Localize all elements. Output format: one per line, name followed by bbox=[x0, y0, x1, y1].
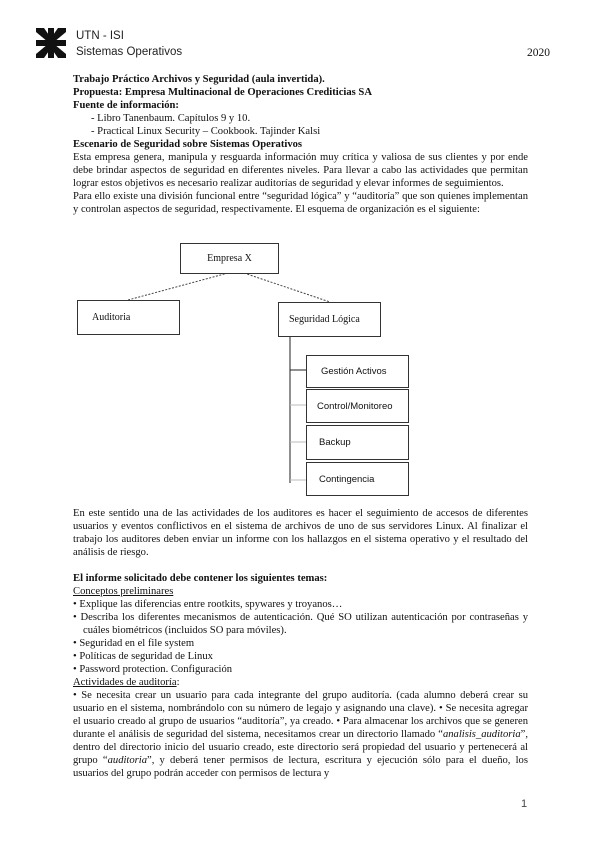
activities-paragraph: • Se necesita crear un usuario para cada integrante del grupo auditoría. (cada alumno deberá crear su usuario en el sistema, nombrándolo con su número de legajo y asignando una clave). • Se necesita agregar el usuario creado al grupo de usuarios “auditoría”, ya creado. • Para almacenar los archivos que se generen durante el análisis de seguridad del sistema, necesitamos crear un directorio llamado “analisis_auditoria”, dentro del directorio inicio del usuario creado, este directorio será propiedad del usuario y pertenecerá al grupo “auditoria”, y deberá tener permisos de lectura, escritura y ejecución sólo para el dueño, los usuarios del grupo podrán acceder con permisos de lectura y bbox=[73, 690, 528, 779]
org-node-control-monitoreo: Control/Monitoreo bbox=[306, 389, 409, 423]
concepts-heading: Conceptos preliminares bbox=[73, 586, 174, 597]
scenario-paragraph-1: Esta empresa genera, manipula y resguarda información muy crítica y valiosa de sus clientes y por ende debe brindar aspectos de seguridad en diferentes niveles. Para llevar a cabo las actividades que permitan lograr estos objetivos es necesario realizar auditorías de seguridad y elevar informes de seguimientos. bbox=[73, 152, 528, 189]
header-year: 2020 bbox=[527, 47, 550, 59]
audit-paragraph: En este sentido una de las actividades de los auditores es hacer el seguimiento de accesos de diferentes usuarios y eventos conflictivos en el sistema de archivos de uno de sus servidores Linux. Al finalizar el trabajo los auditores deben enviar un informe con los hallazgos en el sistema operativo y el resultado del análisis de riesgo. bbox=[73, 508, 528, 558]
org-node-root: Empresa X bbox=[180, 243, 279, 274]
concept-item: • Seguridad en el file system bbox=[73, 638, 195, 649]
group-name: auditoria bbox=[107, 755, 148, 766]
org-node-gestion-activos: Gestión Activos bbox=[306, 355, 409, 388]
proposal-line: Propuesta: Empresa Multinacional de Operaciones Crediticias SA bbox=[73, 87, 372, 98]
page-number: 1 bbox=[521, 798, 528, 810]
concept-item: • Explique las diferencias entre rootkits, spywares y troyanos… bbox=[73, 599, 343, 610]
concept-item: • Describa los diferentes mecanismos de autenticación. Qué SO utilizan autenticación por contraseñas y cuáles biométricos (incluidos SO para móviles). bbox=[73, 612, 528, 636]
directory-name: analisis_auditoria bbox=[442, 729, 521, 740]
sources-heading: Fuente de información: bbox=[73, 100, 179, 111]
document-title: Trabajo Práctico Archivos y Seguridad (aula invertida). bbox=[73, 74, 325, 85]
utn-logo-icon bbox=[36, 28, 66, 58]
header-course: Sistemas Operativos bbox=[76, 46, 183, 58]
header-institution: UTN - ISI bbox=[76, 30, 124, 42]
concept-item: • Password protection. Configuración bbox=[73, 664, 233, 675]
org-node-backup: Backup bbox=[306, 425, 409, 460]
report-heading: El informe solicitado debe contener los siguientes temas: bbox=[73, 573, 328, 584]
concept-item: • Políticas de seguridad de Linux bbox=[73, 651, 213, 662]
source-item: - Libro Tanenbaum. Capítulos 9 y 10. bbox=[91, 113, 251, 124]
scenario-heading: Escenario de Seguridad sobre Sistemas Operativos bbox=[73, 139, 303, 150]
intro-section bbox=[73, 73, 528, 216]
body-section bbox=[73, 507, 528, 780]
org-node-auditoria: Auditoria bbox=[77, 300, 180, 335]
org-node-seguridad-logica: Seguridad Lógica bbox=[278, 302, 381, 337]
activities-heading: Actividades de auditoría bbox=[73, 677, 177, 688]
scenario-paragraph-2: Para ello existe una división funcional entre “seguridad lógica” y “auditoría” que son quienes implementan y controlan aspectos de seguridad, respectivamente. El esquema de organización es el siguiente: bbox=[73, 191, 528, 215]
org-node-contingencia: Contingencia bbox=[306, 462, 409, 496]
activities-heading-line: Actividades de auditoría: bbox=[73, 677, 180, 688]
source-item: - Practical Linux Security – Cookbook. Tajinder Kalsi bbox=[91, 126, 321, 137]
